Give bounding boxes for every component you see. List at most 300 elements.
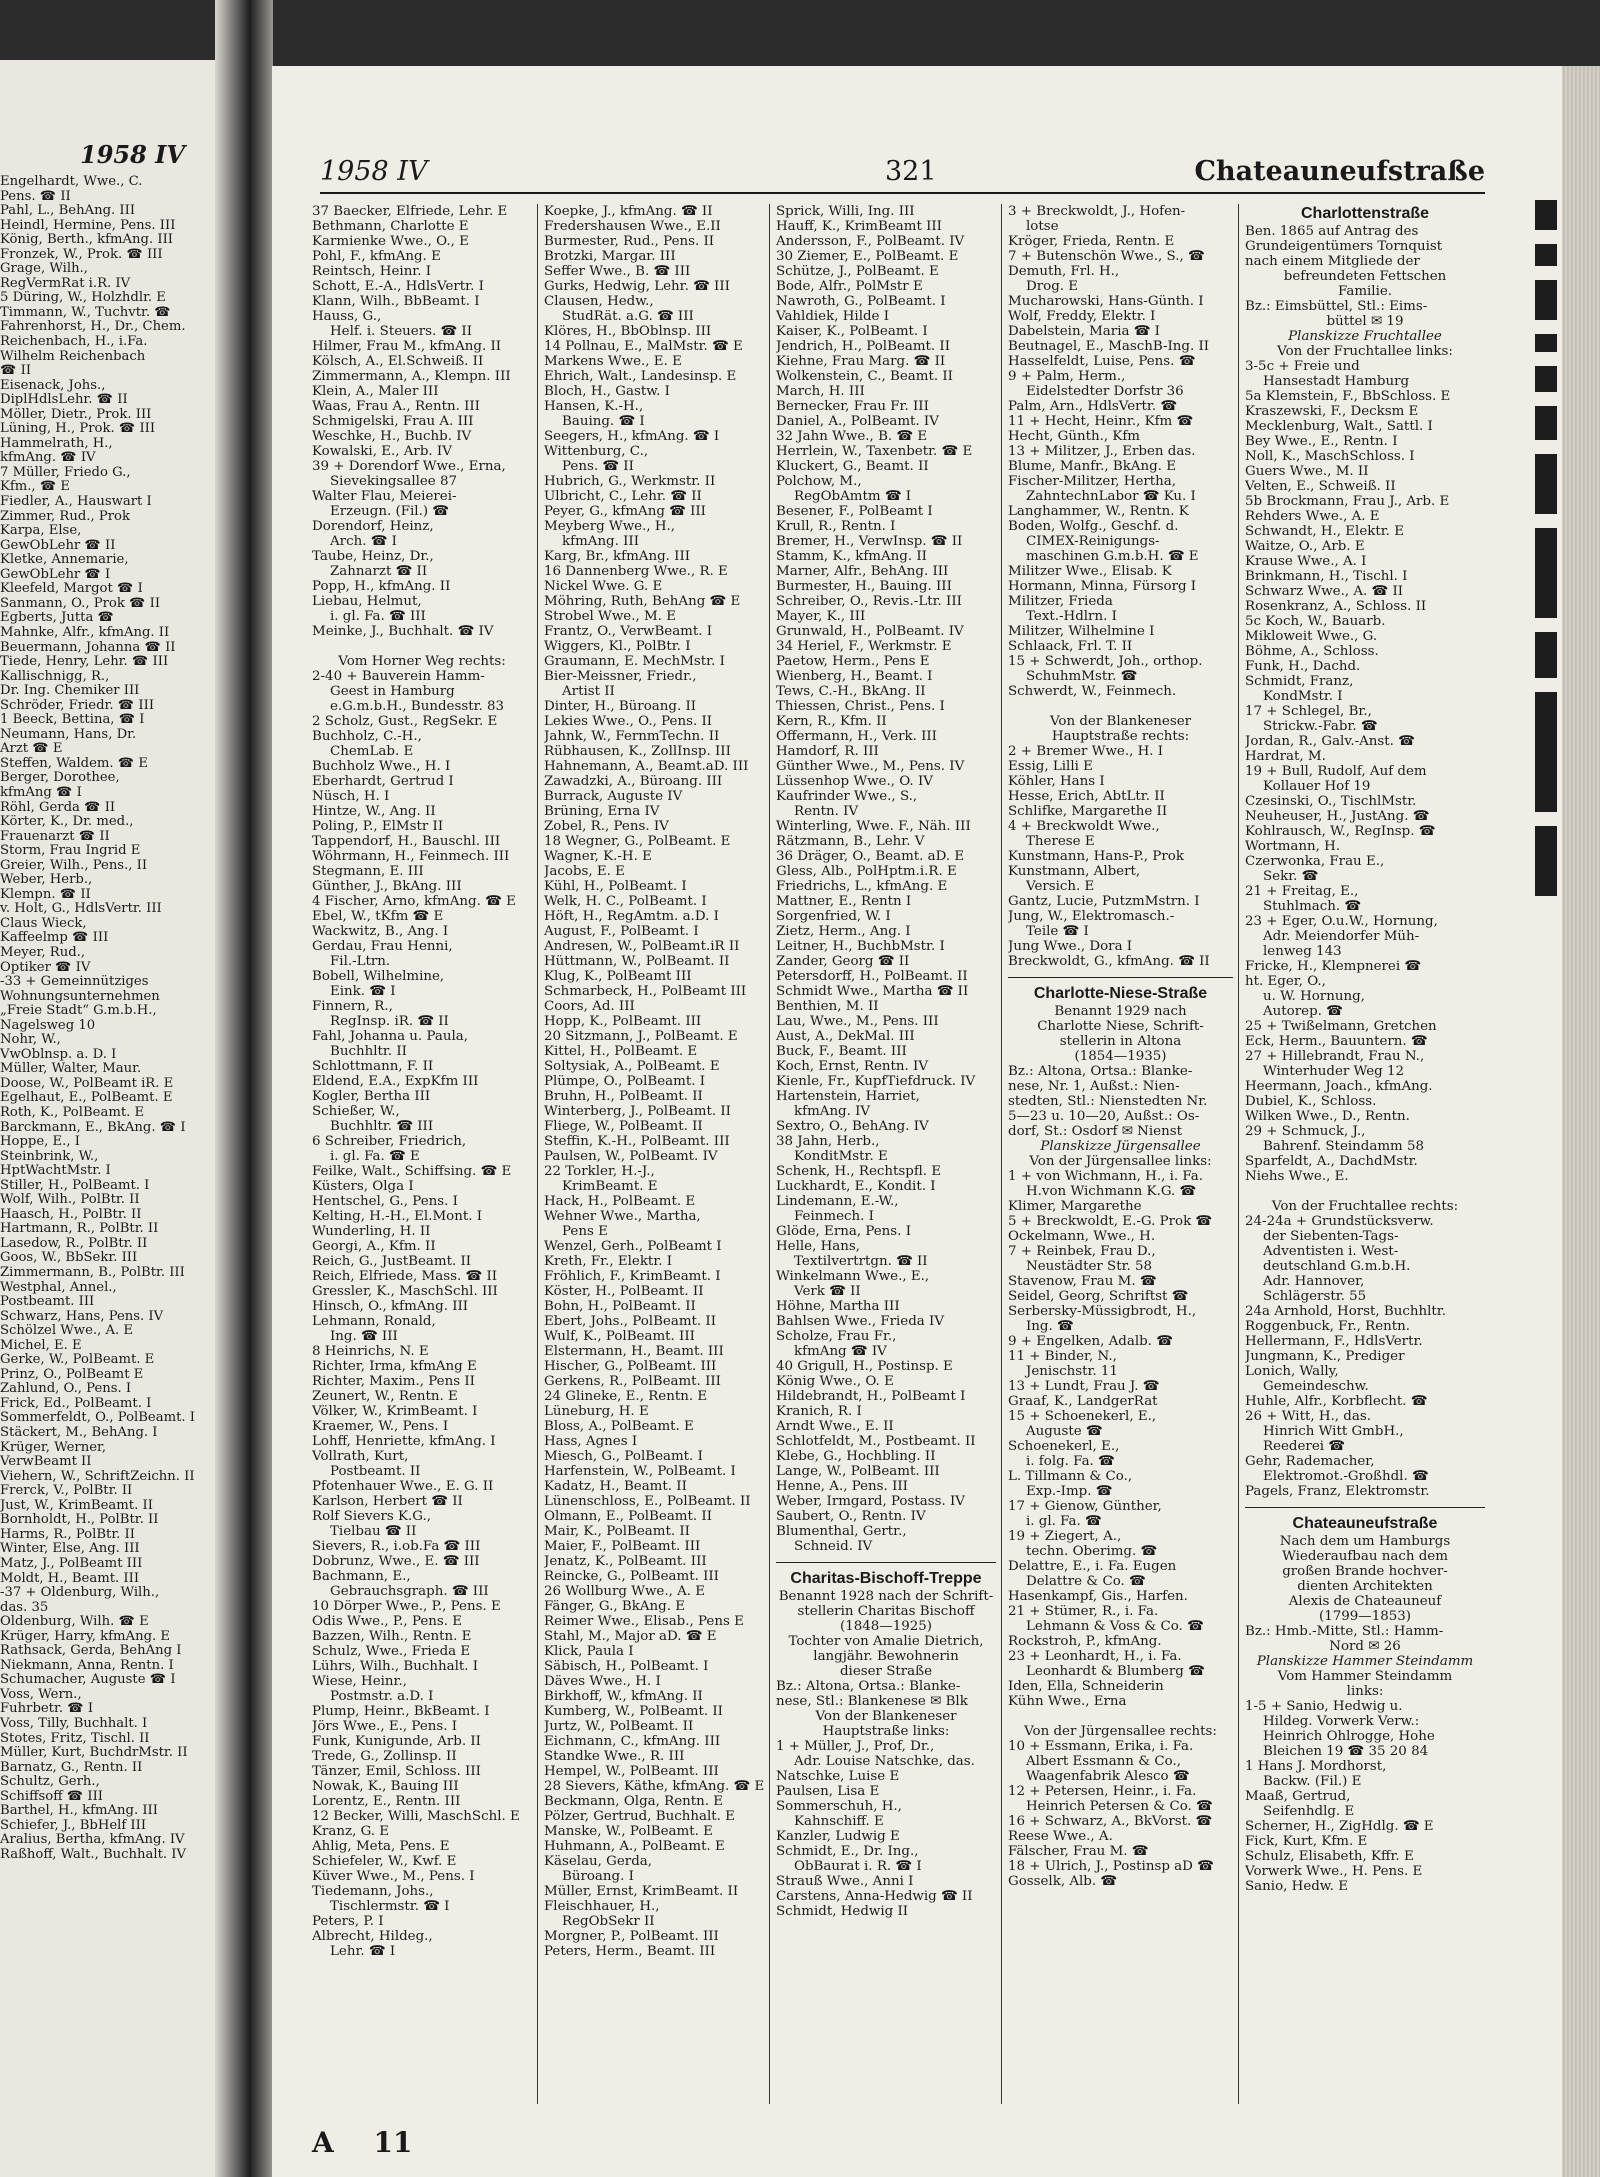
directory-entry: Hamdorf, R. III (776, 744, 879, 759)
directory-entry: Offermann, H., Verk. III (776, 729, 937, 744)
directory-entry: nese, Nr. 1, Außst.: Nien- (1008, 1079, 1180, 1094)
directory-entry: 24-24a + Grundstücksverw. (1245, 1214, 1434, 1229)
page-number: 321 (885, 156, 937, 187)
directory-entry: Lehmann & Voss & Co. ☎ (1026, 1619, 1204, 1634)
directory-entry: Strobel Wwe., M. E (544, 609, 676, 624)
directory-entry: Wortmann, H. (1245, 839, 1341, 854)
left-directory-line: Greier, Wilh., Pens., II (0, 858, 148, 873)
directory-entry: Drog. E (1026, 279, 1079, 294)
directory-entry: Wehner Wwe., Martha, (544, 1209, 701, 1224)
directory-entry: Erzeugn. (Fil.) ☎ (330, 504, 449, 519)
directory-entry: Therese E (1026, 834, 1095, 849)
directory-entry: Sorgenfried, W. I (776, 909, 891, 924)
column-divider (1238, 204, 1239, 2104)
directory-entry: Eberhardt, Gertrud I (312, 774, 454, 789)
left-directory-line: Meyer, Rud., (0, 945, 86, 960)
directory-entry: Graaf, K., LandgerRat (1008, 1394, 1158, 1409)
directory-entry: Eichmann, C., kfmAng. III (544, 1734, 721, 1749)
left-directory-line: Winter, Else, Ang. III (0, 1542, 140, 1557)
directory-entry: Jenischstr. 11 (1026, 1364, 1118, 1379)
directory-entry: Schlifke, Margarethe II (1008, 804, 1168, 819)
book-gutter (215, 0, 273, 2177)
directory-entry: Grunwald, H., PolBeamt. IV (776, 624, 964, 639)
directory-entry: Burmester, Rud., Pens. II (544, 234, 715, 249)
directory-entry: 34 Heriel, F., Werkmstr. E (776, 639, 952, 654)
directory-entry: 15 + Schoenekerl, E., (1008, 1409, 1157, 1424)
directory-entry: Schlaack, Frl. T. II (1008, 639, 1133, 654)
directory-entry: ObBaurat i. R. ☎ I (794, 1859, 922, 1874)
directory-entry: Bahrenf. Steindamm 58 (1263, 1139, 1425, 1154)
directory-entry: KondMstr. I (1263, 689, 1343, 704)
directory-entry: ht. Eger, O., (1245, 974, 1326, 989)
street-note: Charlotte Niese, Schrift- (1037, 1019, 1204, 1034)
street-note: Nach dem um Hamburgs (1279, 1534, 1451, 1549)
directory-entry: Stegmann, E. III (312, 864, 424, 879)
left-directory-line: Steffen, Waldem. ☎ E (0, 756, 149, 771)
left-directory-line: Karpa, Else, (0, 524, 82, 539)
left-directory-line: Schröder, Friedr. ☎ III (0, 698, 155, 713)
directory-entry: Rehders Wwe., A. E (1245, 509, 1380, 524)
directory-entry: Hass, Agnes I (544, 1434, 638, 1449)
directory-entry: Boden, Wolfg., Geschf. d. (1008, 519, 1179, 534)
directory-entry: Küsters, Olga I (312, 1179, 414, 1194)
directory-entry: Scholze, Frau Fr., (776, 1329, 897, 1344)
directory-entry: i. gl. Fa. ☎ E (330, 1149, 420, 1164)
directory-entry: Sparfeldt, A., DachdMstr. (1245, 1154, 1418, 1169)
left-directory-line: Schiffsoff ☎ III (0, 1789, 104, 1804)
directory-entry: Nowak, K., Bauing III (312, 1779, 459, 1794)
directory-entry: Vahldiek, Hilde I (776, 309, 890, 324)
directory-entry: Benthien, M. II (776, 999, 879, 1014)
directory-entry: kfmAng. III (562, 534, 640, 549)
left-directory-line: Barckmann, E., BkAng. ☎ I (0, 1120, 186, 1135)
directory-entry: 21 + Freitag, E., (1245, 884, 1359, 899)
left-directory-line: Kfm., ☎ E (0, 480, 71, 495)
directory-entry: Elektromot.-Großhdl. ☎ (1263, 1469, 1429, 1484)
directory-entry: Funk, H., Dachd. (1245, 659, 1361, 674)
directory-entry: Finnern, R., (312, 999, 393, 1014)
left-directory-line: Fiedler, A., Hauswart I (0, 495, 152, 510)
directory-entry: Ing. ☎ III (330, 1329, 398, 1344)
directory-entry: Wöhrmann, H., Feinmech. III (312, 849, 510, 864)
directory-entry: RegObAmtm ☎ I (794, 489, 912, 504)
directory-entry: Waas, Frau A., Rentn. III (312, 399, 480, 414)
street-note: Vom Hammer Steindamm (1277, 1669, 1453, 1684)
directory-entry: Andresen, W., PolBeamt.iR II (544, 939, 740, 954)
directory-entry: Mattner, E., Rentn I (776, 894, 912, 909)
left-directory-line: Möller, Dietr., Prok. III (0, 407, 152, 422)
directory-entry: Delattre & Co. ☎ (1026, 1574, 1146, 1589)
directory-entry: Stavenow, Frau M. ☎ (1008, 1274, 1157, 1289)
directory-entry: Gantz, Lucie, PutzmMstrn. I (1008, 894, 1200, 909)
directory-entry: Eck, Herm., Bauuntern. ☎ (1245, 1034, 1428, 1049)
directory-entry: Karlson, Herbert ☎ II (312, 1494, 463, 1509)
directory-entry: Klein, A., Maler III (312, 384, 439, 399)
directory-entry: Petersdorff, H., PolBeamt. II (776, 969, 968, 984)
directory-entry: Soltysiak, A., PolBeamt. E (544, 1059, 720, 1074)
directory-entry: Adr. Louise Natschke, das. (794, 1754, 975, 1769)
street-note: Familie. (1337, 284, 1393, 299)
left-directory-line: HptWachtMstr. I (0, 1164, 111, 1179)
directory-entry: Demuth, Frl. H., (1008, 264, 1120, 279)
directory-entry: Peters, P. I (312, 1914, 384, 1929)
directory-entry: 24a Arnhold, Horst, Buchhltr. (1245, 1304, 1446, 1319)
street-heading: Charitas-Bischoff-Treppe (790, 1570, 982, 1587)
directory-entry: Scherner, H., ZigHdlg. ☎ E (1245, 1819, 1434, 1834)
directory-entry: Kraszewski, F., Decksm E (1245, 404, 1419, 419)
directory-entry: Blume, Manfr., BkAng. E (1008, 459, 1176, 474)
directory-entry: March, H. III (776, 384, 865, 399)
directory-entry: Aust, A., DekMal. III (776, 1029, 915, 1044)
right-page (272, 66, 1562, 2177)
directory-entry: kfmAng ☎ IV (794, 1344, 887, 1359)
street-note: langjähr. Bewohnerin (813, 1649, 959, 1664)
directory-entry: Huhmann, A., PolBeamt. E (544, 1839, 725, 1854)
left-page-column (0, 175, 215, 1862)
directory-entry: Neustädter Str. 58 (1026, 1259, 1153, 1274)
directory-entry: Ben. 1865 auf Antrag des (1245, 224, 1419, 239)
directory-entry: Klick, Paula I (544, 1644, 634, 1659)
directory-entry: Bethmann, Charlotte E (312, 219, 469, 234)
directory-entry: Wulf, K., PolBeamt. III (544, 1329, 695, 1344)
left-directory-line: Wohnungsunternehmen (0, 989, 160, 1004)
directory-entry: Zahnarzt ☎ II (330, 564, 428, 579)
directory-entry: Jung Wwe., Dora I (1008, 939, 1133, 954)
directory-entry: Klug, K., PolBeamt III (544, 969, 692, 984)
left-directory-line: Stäckert, M., BehAng. I (0, 1426, 158, 1441)
directory-entry: Czerwonka, Frau E., (1245, 854, 1385, 869)
page-year: 1958 IV (320, 156, 428, 187)
directory-entry: Henne, A., Pens. III (776, 1479, 908, 1494)
directory-entry: lotse (1026, 219, 1059, 234)
street-note: büttel ✉ 19 (1326, 314, 1404, 329)
directory-entry: Schütze, J., PolBeamt. E (776, 264, 939, 279)
directory-entry: Pfotenhauer Wwe., E. G. II (312, 1479, 494, 1494)
directory-entry: Paetow, Herm., Pens E (776, 654, 930, 669)
directory-entry: Backw. (Fil.) E (1263, 1774, 1362, 1789)
left-directory-line: das. 35 (0, 1600, 49, 1615)
directory-entry: Bz.: Hmb.-Mitte, Stl.: Hamm- (1245, 1624, 1444, 1639)
signature-number: 11 (373, 2126, 413, 2159)
left-directory-line: Wolf, Wilh., PolBtr. II (0, 1193, 140, 1208)
directory-entry: Ebert, Johs., PolBeamt. II (544, 1314, 716, 1329)
directory-entry: Fick, Kurt, Kfm. E (1245, 1834, 1368, 1849)
directory-entry: Kittel, H., PolBeamt. E (544, 1044, 698, 1059)
street-note: befreundeten Fettschen (1283, 269, 1447, 284)
directory-entry: Pölzer, Gertrud, Buchhalt. E (544, 1809, 735, 1824)
directory-entry: Odis Wwe., P., Pens. E (312, 1614, 463, 1629)
directory-entry: Steffin, K.-H., PolBeamt. III (544, 1134, 730, 1149)
directory-entry: Walter Flau, Meierei- (312, 489, 457, 504)
directory-entry: 39 + Dorendorf Wwe., Erna, (312, 459, 506, 474)
directory-entry: Besener, F., PolBeamt I (776, 504, 933, 519)
page-edge (1562, 66, 1600, 2177)
directory-entry: Militzer, Frieda (1008, 594, 1113, 609)
left-directory-line: Goos, W., BbSekr. III (0, 1251, 138, 1266)
directory-entry: 22 Torkler, H.-J., (544, 1164, 655, 1179)
left-directory-line: Röhl, Gerda ☎ II (0, 800, 116, 815)
directory-entry: Poling, P., ElMstr II (312, 819, 444, 834)
directory-entry: Kelting, H.-H., El.Mont. I (312, 1209, 483, 1224)
directory-entry: i. gl. Fa. ☎ (1026, 1514, 1102, 1529)
directory-entry: Hack, H., PolBeamt. E (544, 1194, 696, 1209)
left-directory-line: 7 Müller, Friedo G., (0, 465, 131, 480)
directory-entry: Wilken Wwe., D., Rentn. (1245, 1109, 1410, 1124)
directory-entry: Sievekingsallee 87 (330, 474, 458, 489)
directory-entry: 5a Klemstein, F., BbSchloss. E (1245, 389, 1451, 404)
directory-entry: Lohff, Henriette, kfmAng. I (312, 1434, 496, 1449)
directory-entry: Gebrauchsgraph. ☎ III (330, 1584, 489, 1599)
street-note: (1848—1925) (840, 1619, 932, 1634)
directory-entry: Jung, W., Elektromasch.- (1008, 909, 1175, 924)
directory-entry: ChemLab. E (330, 744, 414, 759)
left-directory-line: Körter, K., Dr. med., (0, 815, 134, 830)
left-directory-line: Doose, W., PolBeamt iR. E (0, 1076, 174, 1091)
directory-entry: 5—23 u. 10—20, Außst.: Os- (1008, 1109, 1200, 1124)
left-directory-line: Barnatz, G., Rentn. II (0, 1760, 143, 1775)
directory-entry: Lindemann, E.-W., (776, 1194, 899, 1209)
directory-entry: Friedrichs, L., kfmAng. E (776, 879, 948, 894)
directory-entry: Kranz, G. E (312, 1824, 390, 1839)
directory-entry: Breckwoldt, G., kfmAng. ☎ II (1008, 954, 1210, 969)
directory-entry: 13 + Militzer, J., Erben das. (1008, 444, 1196, 459)
directory-entry: Tielbau ☎ II (330, 1524, 417, 1539)
left-directory-line: Krüger, Werner, (0, 1440, 107, 1455)
directory-entry: Kühn Wwe., Erna (1008, 1694, 1127, 1709)
directory-entry: Fleischhauer, H., (544, 1899, 660, 1914)
directory-entry: Köhler, Hans I (1008, 774, 1105, 789)
directory-entry: 5c Koch, W., Bauarb. (1245, 614, 1386, 629)
directory-entry: 18 + Ulrich, J., Postinsp aD ☎ (1008, 1859, 1214, 1874)
directory-entry: Höft, H., RegAmtm. a.D. I (544, 909, 719, 924)
directory-entry: Wackwitz, B., Ang. I (312, 924, 449, 939)
directory-entry: Weschke, H., Buchb. IV (312, 429, 472, 444)
directory-entry: 27 + Hillebrandt, Frau N., (1245, 1049, 1425, 1064)
directory-entry: Wagner, K.-H. E (544, 849, 652, 864)
directory-entry: Eldend, E.A., ExpKfm III (312, 1074, 479, 1089)
directory-entry: Tews, C.-H., BkAng. II (776, 684, 926, 699)
directory-entry: Ing. ☎ (1026, 1319, 1074, 1334)
directory-entry: Buchhltr. II (330, 1044, 407, 1059)
directory-entry: 23 + Leonhardt, H., i. Fa. (1008, 1649, 1182, 1664)
directory-entry: Text.-Hdlrn. I (1026, 609, 1117, 624)
directory-entry: Ulbricht, C., Lehr. ☎ II (544, 489, 702, 504)
directory-entry: Meyberg Wwe., H., (544, 519, 676, 534)
directory-entry: Buchhltr. ☎ III (330, 1119, 434, 1134)
column-4 (1008, 204, 1233, 1889)
left-directory-line: Haasch, H., PolBtr. II (0, 1207, 142, 1222)
left-directory-line: VwOblnsp. a. D. I (0, 1047, 117, 1062)
directory-entry: Kahnschiff. E (794, 1814, 884, 1829)
directory-entry: Leitner, H., BuchbMstr. I (776, 939, 945, 954)
directory-entry: Rätzmann, B., Lehr. V (776, 834, 925, 849)
directory-entry: Leonhardt & Blumberg ☎ (1026, 1664, 1205, 1679)
left-directory-line: Raßhoff, Walt., Buchhalt. IV (0, 1847, 187, 1862)
directory-entry: Lehmann, Ronald, (312, 1314, 436, 1329)
directory-entry: Hischer, G., PolBeamt. III (544, 1359, 717, 1374)
page-header (320, 156, 1485, 194)
directory-entry: Seegers, H., kfmAng. ☎ I (544, 429, 720, 444)
directory-entry: Palm, Arn., HdlsVertr. ☎ (1008, 399, 1178, 414)
directory-entry: Schießer, W., (312, 1104, 400, 1119)
directory-entry: Iden, Ella, Schneiderin (1008, 1679, 1164, 1694)
directory-entry: Brüning, Erna IV (544, 804, 660, 819)
column-5 (1245, 204, 1485, 1894)
directory-entry: 20 Sitzmann, J., PolBeamt. E (544, 1029, 738, 1044)
left-directory-line: Timmann, W., Tuchvtr. ☎ (0, 305, 171, 320)
directory-entry: Seffer Wwe., B. ☎ III (544, 264, 691, 279)
left-directory-line: Schölzel Wwe., A. E (0, 1324, 133, 1339)
left-directory-line: Optiker ☎ IV (0, 960, 91, 975)
directory-entry: Waagenfabrik Alesco ☎ (1026, 1769, 1190, 1784)
directory-entry: 15 + Schwerdt, Joh., orthop. (1008, 654, 1203, 669)
directory-entry: Bloss, A., PolBeamt. E (544, 1419, 694, 1434)
directory-entry: Burrack, Auguste IV (544, 789, 683, 804)
directory-entry: Popp, H., kfmAng. II (312, 579, 451, 594)
directory-entry: StudRät. a.G. ☎ III (562, 309, 694, 324)
directory-entry: Fischer-Militzer, Hertha, (1008, 474, 1177, 489)
directory-entry: Schenk, H., Rechtspfl. E (776, 1164, 942, 1179)
left-directory-line: Hartmann, R., PolBtr. II (0, 1222, 159, 1237)
directory-entry: Möhring, Ruth, BehAng ☎ E (544, 594, 741, 609)
left-directory-line: Berger, Dorothee, (0, 771, 120, 786)
directory-entry: Zawadzki, A., Büroang. III (544, 774, 723, 789)
left-directory-line: „Freie Stadt“ G.m.b.H., (0, 1004, 157, 1019)
directory-entry: 13 + Lundt, Frau J. ☎ (1008, 1379, 1160, 1394)
street-note: Nord ✉ 26 (1329, 1639, 1401, 1654)
directory-entry: Mecklenburg, Walt., Sattl. I (1245, 419, 1433, 434)
directory-entry: Standke Wwe., R. III (544, 1749, 685, 1764)
directory-entry: Winkelmann Wwe., E., (776, 1269, 930, 1284)
left-directory-line: ☎ II (0, 364, 32, 379)
directory-entry: Blumenthal, Gertr., (776, 1524, 907, 1539)
directory-entry: Strauß Wwe., Anni I (776, 1874, 914, 1889)
directory-entry: Carstens, Anna-Hedwig ☎ II (776, 1889, 973, 1904)
directory-entry: Schott, E.-A., HdlsVertr. I (312, 279, 484, 294)
directory-entry: Koepke, J., kfmAng. ☎ II (544, 204, 713, 219)
directory-entry: Karmienke Wwe., O., E (312, 234, 469, 249)
street-note: (1799—1853) (1319, 1609, 1411, 1624)
directory-entry: Buchholz, C.-H., (312, 729, 422, 744)
signature-letter: A (312, 2126, 334, 2159)
thumb-index-marks (1535, 200, 1565, 910)
directory-entry: Höhne, Martha III (776, 1299, 900, 1314)
directory-entry: Thiessen, Christ., Pens. I (776, 699, 945, 714)
left-directory-line: Eisenack, Johs., (0, 378, 106, 393)
directory-entry: Hasselfeldt, Luise, Pens. ☎ (1008, 354, 1196, 369)
directory-entry: Bauing. ☎ I (562, 414, 645, 429)
directory-entry: Adr. Hannover, (1263, 1274, 1365, 1289)
directory-entry: Autorep. ☎ (1263, 1004, 1343, 1019)
directory-entry: Fricke, H., Klempnerei ☎ (1245, 959, 1422, 974)
directory-entry: Adr. Meiendorfer Müh- (1263, 929, 1420, 944)
directory-entry: Hinsch, O., kfmAng. III (312, 1299, 469, 1314)
directory-entry: Lau, Wwe., M., Pens. III (776, 1014, 939, 1029)
directory-entry: Jurtz, W., PolBeamt. II (544, 1719, 694, 1734)
street-note: links: (1346, 1684, 1384, 1699)
left-directory-line: Just, W., KrimBeamt. II (0, 1498, 153, 1513)
directory-entry: Gerdau, Frau Henni, (312, 939, 453, 954)
directory-entry: Koch, Ernst, Rentn. IV (776, 1059, 929, 1074)
directory-entry (312, 639, 532, 654)
left-directory-line: v. Holt, G., HdlsVertr. III (0, 902, 162, 917)
directory-entry: Eink. ☎ I (330, 984, 396, 999)
left-directory-line: Dr. Ing. Chemiker III (0, 684, 140, 699)
left-directory-line: Fuhrbetr. ☎ I (0, 1702, 94, 1717)
directory-entry: Köster, H., PolBeamt. II (544, 1284, 704, 1299)
directory-entry: Lüssenhop Wwe., O. IV (776, 774, 933, 789)
directory-entry: Roggenbuck, Fr., Rentn. (1245, 1319, 1411, 1334)
directory-entry: Winterling, Wwe. F., Näh. III (776, 819, 971, 834)
directory-entry: Kölsch, A., El.Schweiß. II (312, 354, 484, 369)
directory-entry: CIMEX-Reinigungs- (1026, 534, 1160, 549)
directory-entry: Reincke, G., PolBeamt. III (544, 1569, 719, 1584)
directory-entry: nach einem Mitgliede der (1245, 254, 1420, 269)
directory-entry: Fälscher, Frau M. ☎ (1008, 1844, 1149, 1859)
plan-sketch-note: Planskizze Fruchtallee (1288, 329, 1442, 344)
directory-entry: Fil.-Ltrn. (330, 954, 391, 969)
directory-entry: Hauss, G., (312, 309, 382, 324)
left-directory-line: Zimmermann, B., PolBtr. III (0, 1266, 185, 1281)
directory-entry: 38 Jahn, Herb., (776, 1134, 880, 1149)
column-divider (769, 204, 770, 2104)
left-directory-line: Steinbrink, W., (0, 1149, 99, 1164)
street-note: Von der Fruchtallee rechts: (1271, 1199, 1459, 1214)
directory-entry: Reich, G., JustBeamt. II (312, 1254, 472, 1269)
left-directory-line: Weber, Herb., (0, 873, 93, 888)
street-note: großen Brande hochver- (1282, 1564, 1448, 1579)
directory-entry: 30 Ziemer, E., PolBeamt. E (776, 249, 959, 264)
directory-entry: Karg, Br., kfmAng. III (544, 549, 691, 564)
directory-entry: Meinke, J., Buchhalt. ☎ IV (312, 624, 494, 639)
directory-entry: Schoenekerl, E., (1008, 1439, 1120, 1454)
directory-entry: Dabelstein, Maria ☎ I (1008, 324, 1160, 339)
directory-entry: Hinrich Witt GmbH., (1263, 1424, 1404, 1439)
left-directory-line: Bornholdt, H., PolBtr. II (0, 1513, 159, 1528)
directory-entry: Neuheuser, H., JustAng. ☎ (1245, 809, 1430, 824)
directory-entry: Rentn. IV (794, 804, 859, 819)
left-directory-line: Tiede, Henry, Lehr. ☎ III (0, 655, 169, 670)
running-head-street: Chateauneufstraße (1194, 156, 1485, 187)
directory-entry: Hellermann, F., HdlsVertr. (1245, 1334, 1423, 1349)
directory-entry: 10 + Essmann, Erika, i. Fa. (1008, 1739, 1194, 1754)
directory-entry: Schmarbeck, H., PolBeamt III (544, 984, 747, 999)
left-directory-line: Engelhardt, Wwe., C. (0, 175, 143, 189)
directory-entry: Krull, R., Rentn. I (776, 519, 896, 534)
directory-entry: Geest in Hamburg (330, 684, 455, 699)
directory-entry: Harfenstein, W., PolBeamt. I (544, 1464, 736, 1479)
left-directory-line: Nohr, W., (0, 1033, 61, 1048)
directory-entry: Kollauer Hof 19 (1263, 779, 1371, 794)
left-directory-line: Aralius, Bertha, kfmAng. IV (0, 1833, 185, 1848)
directory-entry: Schiefeler, W., Kwf. E (312, 1854, 457, 1869)
directory-entry: Georgi, A., Kfm. II (312, 1239, 436, 1254)
directory-entry: Schwarz Wwe., A. ☎ II (1245, 584, 1404, 599)
column-1 (312, 204, 532, 1959)
directory-entry: Hartenstein, Harriet, (776, 1089, 920, 1104)
directory-entry: Kadatz, H., Beamt. II (544, 1479, 687, 1494)
directory-entry: Wolkenstein, C., Beamt. II (776, 369, 953, 384)
street-note: Von der Blankeneser (1049, 714, 1192, 729)
section-rule (1008, 969, 1233, 978)
directory-entry: Eidelstedter Dorfstr 36 (1026, 384, 1184, 399)
street-note: Tochter von Amalie Dietrich, (788, 1634, 984, 1649)
left-directory-line: Viehern, W., SchriftZeichn. II (0, 1469, 195, 1484)
directory-entry: Ehrich, Walt., Landesinsp. E (544, 369, 737, 384)
directory-entry: Bz.: Eimsbüttel, Stl.: Eims- (1245, 299, 1428, 314)
directory-entry: Kienle, Fr., KupfTiefdruck. IV (776, 1074, 976, 1089)
directory-entry: Kaufrinder Wwe., S., (776, 789, 918, 804)
